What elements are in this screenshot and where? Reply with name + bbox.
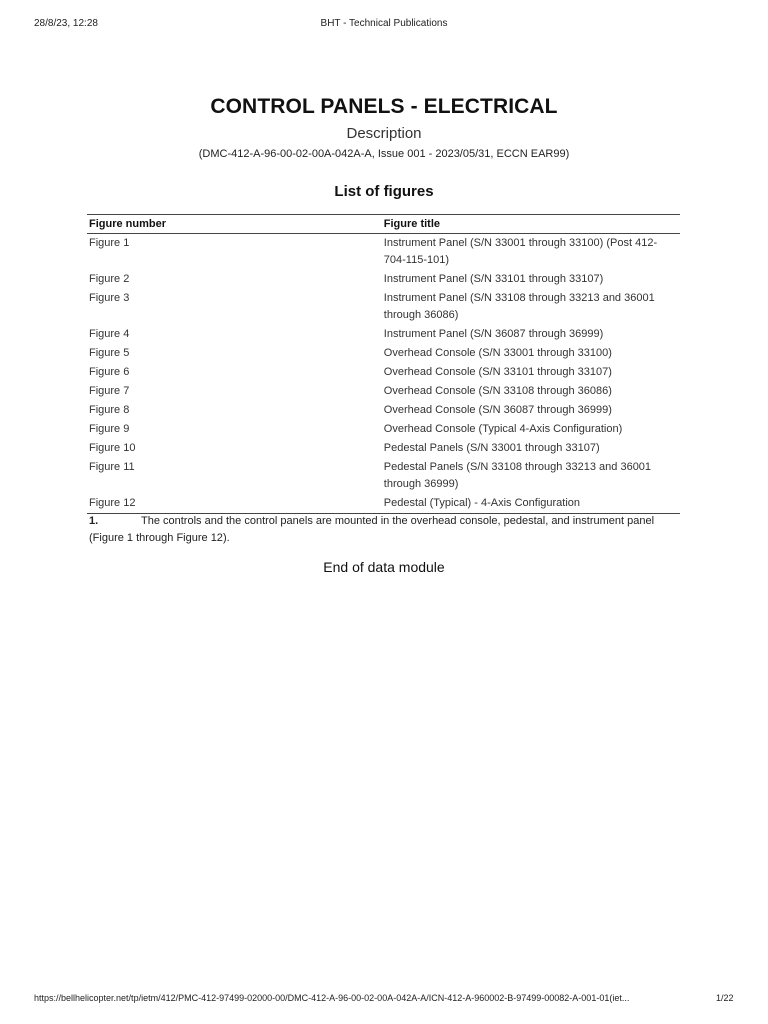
figure-number-cell[interactable]: Figure 12 (87, 494, 382, 514)
paragraph-text-between: through (133, 532, 177, 544)
figure-number-cell[interactable]: Figure 11 (89, 461, 135, 473)
figure-number-cell[interactable]: Figure 7 (89, 385, 130, 397)
figure-number-cell[interactable]: Figure 8 (89, 404, 130, 416)
table-row (87, 325, 680, 344)
figure-title-cell[interactable]: Pedestal Panels (S/N 33108 through 33213 and 36001 through 36999) (383, 461, 652, 490)
table-row (87, 289, 680, 325)
print-footer-page: 1/22 (716, 993, 734, 1003)
figure-title-cell[interactable]: Pedestal Panels (S/N 33001 through 33107) (383, 442, 600, 454)
table-row (87, 344, 680, 363)
figure-number-cell[interactable]: Figure 5 (89, 347, 130, 359)
figure-title-cell[interactable]: Instrument Panel (S/N 33001 through 33100) (Post 412-704-115-101) (383, 237, 658, 266)
figure-title-cell[interactable]: Instrument Panel (S/N 33108 through 33213 and 36001 through 36086) (383, 292, 655, 321)
figure-title-cell[interactable]: Instrument Panel (S/N 33101 through 33107) (383, 273, 604, 285)
table-header-row (87, 215, 680, 234)
table-row (87, 270, 680, 289)
figure-number-cell[interactable]: Figure 3 (89, 292, 130, 304)
table-row (87, 420, 680, 439)
figure-number-cell[interactable]: Figure 4 (89, 328, 130, 340)
table-row (87, 439, 680, 458)
paragraph-text-after: ). (222, 532, 230, 544)
column-header-figure-title: Figure title (382, 215, 680, 234)
table-row (87, 494, 680, 514)
list-of-figures-table (87, 214, 680, 514)
paragraph-1 (89, 513, 684, 547)
figure-title-cell[interactable]: Instrument Panel (S/N 36087 through 36999) (383, 328, 604, 340)
figure-12-link[interactable]: Figure 12 (176, 532, 223, 544)
figure-title-cell[interactable]: Overhead Console (S/N 33001 through 33100) (383, 347, 612, 359)
figure-title-cell[interactable]: Overhead Console (S/N 33101 through 33107) (383, 366, 612, 378)
list-of-figures-heading: List of figures (334, 183, 434, 200)
figure-number-cell[interactable]: Figure 6 (89, 366, 130, 378)
document-subtitle: Description (346, 125, 422, 142)
print-header-title: BHT - Technical Publications (320, 18, 448, 29)
paragraph-number: 1. (89, 515, 99, 527)
figure-title-cell[interactable]: Overhead Console (Typical 4-Axis Configuration) (383, 423, 623, 435)
document-dmc: (DMC-412-A-96-00-02-00A-042A-A, Issue 001 - 2023/05/31, ECCN EAR99) (198, 148, 570, 160)
table-row (87, 234, 680, 271)
table-row (87, 382, 680, 401)
figure-number-cell[interactable]: Figure 10 (89, 442, 136, 454)
table-row (87, 458, 680, 494)
table-row (87, 401, 680, 420)
figure-number-cell[interactable]: Figure 2 (89, 273, 130, 285)
print-footer-url: https://bellhelicopter.net/tp/ietm/412/PMC-412-97499-02000-00/DMC-412-A-96-00-02-00A-042A-A/ICN-412-A-960002-B-97499-00082-A-001-01(iet... (34, 993, 630, 1003)
figure-number-cell[interactable]: Figure 1 (89, 237, 130, 249)
table-row (87, 363, 680, 382)
column-header-figure-number: Figure number (87, 215, 382, 234)
figure-title-cell[interactable]: Pedestal (Typical) - 4-Axis Configuration (382, 494, 680, 514)
table-body (87, 234, 680, 514)
end-of-data-module: End of data module (323, 559, 445, 575)
print-date: 28/8/23, 12:28 (34, 18, 98, 29)
figure-title-cell[interactable]: Overhead Console (S/N 33108 through 36086) (383, 385, 612, 397)
figure-title-cell[interactable]: Overhead Console (S/N 36087 through 36999) (383, 404, 612, 416)
document-title: CONTROL PANELS - ELECTRICAL (210, 95, 558, 118)
figure-number-cell[interactable]: Figure 9 (89, 423, 130, 435)
paragraph-text-before: The controls and the control panels are mounted in the overhead console, pedestal, and instrument panel ( (89, 515, 655, 544)
figure-1-link[interactable]: Figure 1 (92, 532, 134, 544)
